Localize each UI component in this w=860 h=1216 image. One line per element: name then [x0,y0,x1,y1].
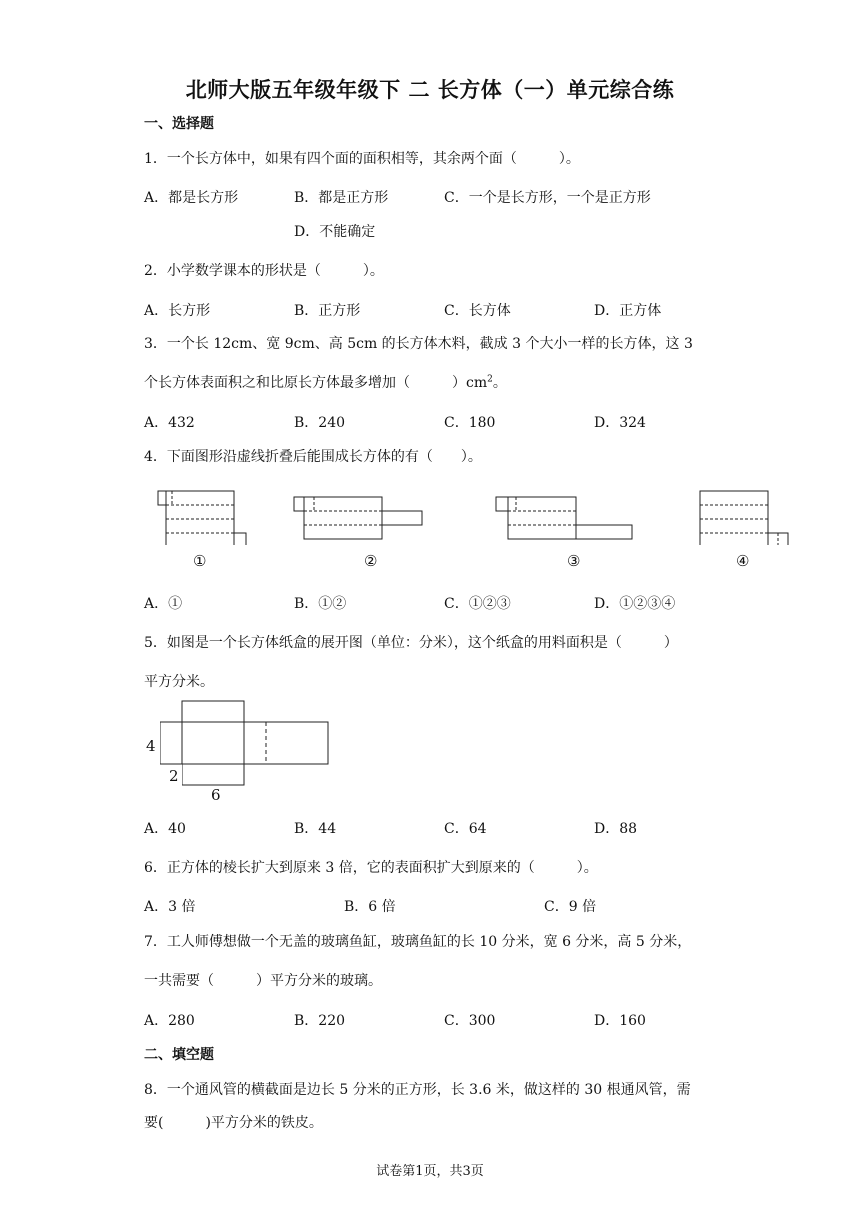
question-2-option-a: A．长方形 [144,303,211,319]
box-net-figure [160,700,332,768]
question-7-option-d: D．160 [594,1013,646,1029]
question-3-option-c: C．180 [444,415,496,431]
net-figure-2 [294,497,422,539]
question-3-option-a: A．432 [144,415,195,431]
question-7-option-a: A．280 [144,1013,195,1029]
question-4-option-a: A．① [144,596,183,612]
question-6-option-b: B．6 倍 [344,899,396,915]
section-heading-choice: 一、选择题 [144,116,214,132]
question-5-option-c: C．64 [444,821,487,837]
page-title: 北师大版五年级年级下 二 长方体（一）单元综合练 [185,78,675,102]
question-1-option-a: A．都是长方形 [144,190,239,206]
question-5-stem-line2: 平方分米。 [144,674,214,690]
figure-label-4: ④ [736,552,750,570]
question-5-option-d: D．88 [594,821,638,837]
question-1-stem: 1．一个长方体中，如果有四个面的面积相等，其余两个面（ ）。 [144,151,580,167]
question-7-option-b: B．220 [294,1013,346,1029]
question-3-stem-line1: 3．一个长 12cm、宽 9cm、高 5cm 的长方体木料，截成 3 个大小一样的长方体，这 3 [144,336,693,352]
question-1-option-b: B．都是正方形 [294,190,389,206]
figure-label-1: ① [193,552,207,570]
question-2-option-b: B．正方形 [294,303,361,319]
question-8-stem-line2: 要( )平方分米的铁皮。 [144,1115,323,1131]
question-7-stem-line2: 一共需要（ ）平方分米的玻璃。 [144,973,382,989]
question-5-stem-line1: 5．如图是一个长方体纸盒的展开图（单位：分米），这个纸盒的用料面积是（ ） [144,635,678,651]
question-8-stem-line1: 8．一个通风管的横截面是边长 5 分米的正方形，长 3.6 米，做这样的 30 根通风管，需 [144,1082,691,1098]
question-7-option-c: C．300 [444,1013,496,1029]
dimension-label-6: 6 [211,786,221,804]
question-4-option-b: B．①② [294,596,347,612]
question-6-stem: 6．正方体的棱长扩大到原来 3 倍，它的表面积扩大到原来的（ ）。 [144,860,598,876]
box-net-bottom-flap [182,764,246,786]
dimension-label-4: 4 [146,737,156,755]
question-2-option-d: D．正方体 [594,303,662,319]
net-figure-3 [496,497,632,539]
question-2-stem: 2．小学数学课本的形状是（ ）。 [144,263,384,279]
question-7-stem-line1: 7．工人师傅想做一个无盖的玻璃鱼缸，玻璃鱼缸的长 10 分米，宽 6 分米，高 5 分米， [144,934,692,950]
net-figure-1 [158,491,246,545]
question-3-option-b: B．240 [294,415,346,431]
net-figures [150,485,800,545]
question-6-option-c: C．9 倍 [544,899,597,915]
page-footer: 试卷第1页，共3页 [376,1164,484,1179]
net-figure-4 [700,491,788,545]
question-3-stem-line2: 个长方体表面积之和比原长方体最多增加（ ）$cm^2$。 [144,374,507,391]
section-heading-fill: 二、填空题 [144,1047,214,1063]
figure-label-3: ③ [567,552,581,570]
question-4-stem: 4．下面图形沿虚线折叠后能围成长方体的有（ ）。 [144,449,482,465]
dimension-label-2: 2 [169,767,179,785]
question-6-option-a: A．3 倍 [144,899,196,915]
question-1-option-c: C．一个是长方形，一个是正方形 [444,190,651,206]
figure-label-2: ② [364,552,378,570]
question-5-option-b: B．44 [294,821,337,837]
question-2-option-c: C．长方体 [444,303,511,319]
question-4-option-d: D．①②③④ [594,596,676,612]
question-3-option-d: D．324 [594,415,646,431]
question-1-option-d: D．不能确定 [294,224,376,240]
question-4-option-c: C．①②③ [444,596,511,612]
question-5-option-a: A．40 [144,821,186,837]
